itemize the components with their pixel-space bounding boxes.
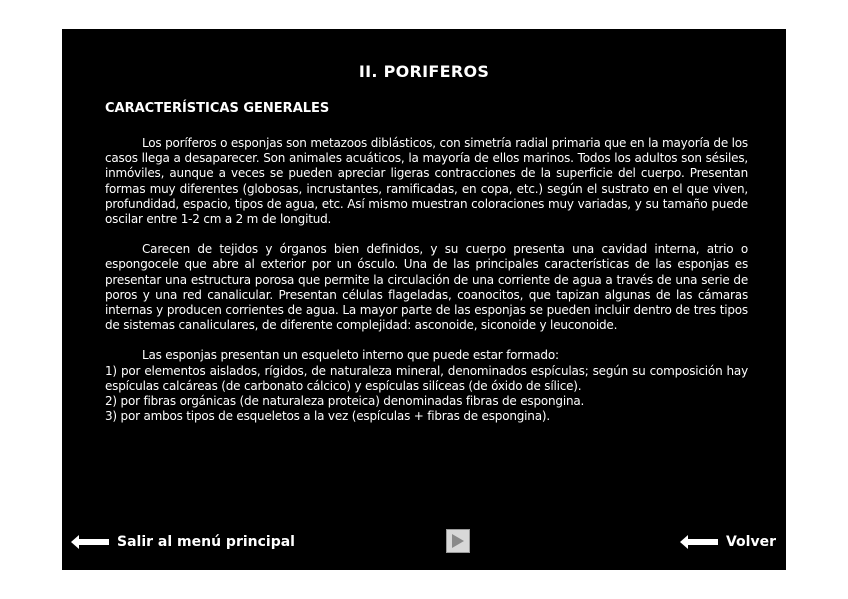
article-body	[105, 136, 748, 424]
page-title: II. PORIFEROS	[358, 62, 490, 81]
skeleton-intro: Las esponjas presentan un esqueleto interno que puede estar formado:	[142, 348, 559, 363]
main-menu-link[interactable]	[71, 534, 295, 550]
paragraph-description: Los poríferos o esponjas son metazoos diblásticos, con simetría radial primaria que en la mayoría de los casos llega a desaparecer. Son animales acuáticos, la mayoría de ellos marinos. Todos los adultos son sésiles, inmóviles, aunque a veces se pueden apreciar ligeras contracciones de la superficie del cuerpo. Presentan formas muy diferentes (globosas, incrustantes, ramificadas, en copa, etc.) según el sustrato en el que viven, profundidad, espacio, tipos de agua, etc. Así mismo muestran coloraciones muy variadas, y su tamaño puede oscilar entre 1-2 cm a 2 m de longitud.	[105, 136, 748, 227]
main-menu-label: Salir al menú principal	[117, 534, 295, 550]
back-link[interactable]	[680, 534, 776, 550]
skeleton-list	[105, 348, 748, 424]
arrow-left-icon	[680, 535, 718, 549]
skeleton-item: 3) por ambos tipos de esqueletos a la vez (espículas + fibras de espongina).	[105, 409, 550, 424]
footer-nav	[62, 529, 786, 559]
paragraph-structure: Carecen de tejidos y órganos bien definidos, y su cuerpo presenta una cavidad interna, atrio o espongocele que abre al exterior por un ósculo. Una de las principales características de las esponjas es presentar una estructura porosa que permite la circulación de una corriente de agua a través de una serie de poros y una red canalicular. Presentan células flageladas, coanocitos, que tapizan algunas de las cámaras internas y producen corrientes de agua. La mayor parte de las esponjas se pueden incluir dentro de tres tipos de sistemas canaliculares, de diferente complejidad: asconoide, siconoide y leuconoide.	[105, 242, 748, 333]
play-button[interactable]	[446, 529, 470, 553]
arrow-left-icon	[71, 535, 109, 549]
back-label: Volver	[725, 534, 776, 550]
section-heading: CARACTERÍSTICAS GENERALES	[105, 101, 330, 116]
play-icon	[452, 534, 464, 548]
content-panel	[62, 29, 786, 570]
skeleton-item: 1) por elementos aislados, rígidos, de naturaleza mineral, denominados espículas; según su composición hay espículas calcáreas (de carbonato cálcico) y espículas silíceas (de óxido de sílice).	[105, 363, 748, 393]
skeleton-item: 2) por fibras orgánicas (de naturaleza proteica) denominadas fibras de espongina.	[105, 394, 585, 409]
